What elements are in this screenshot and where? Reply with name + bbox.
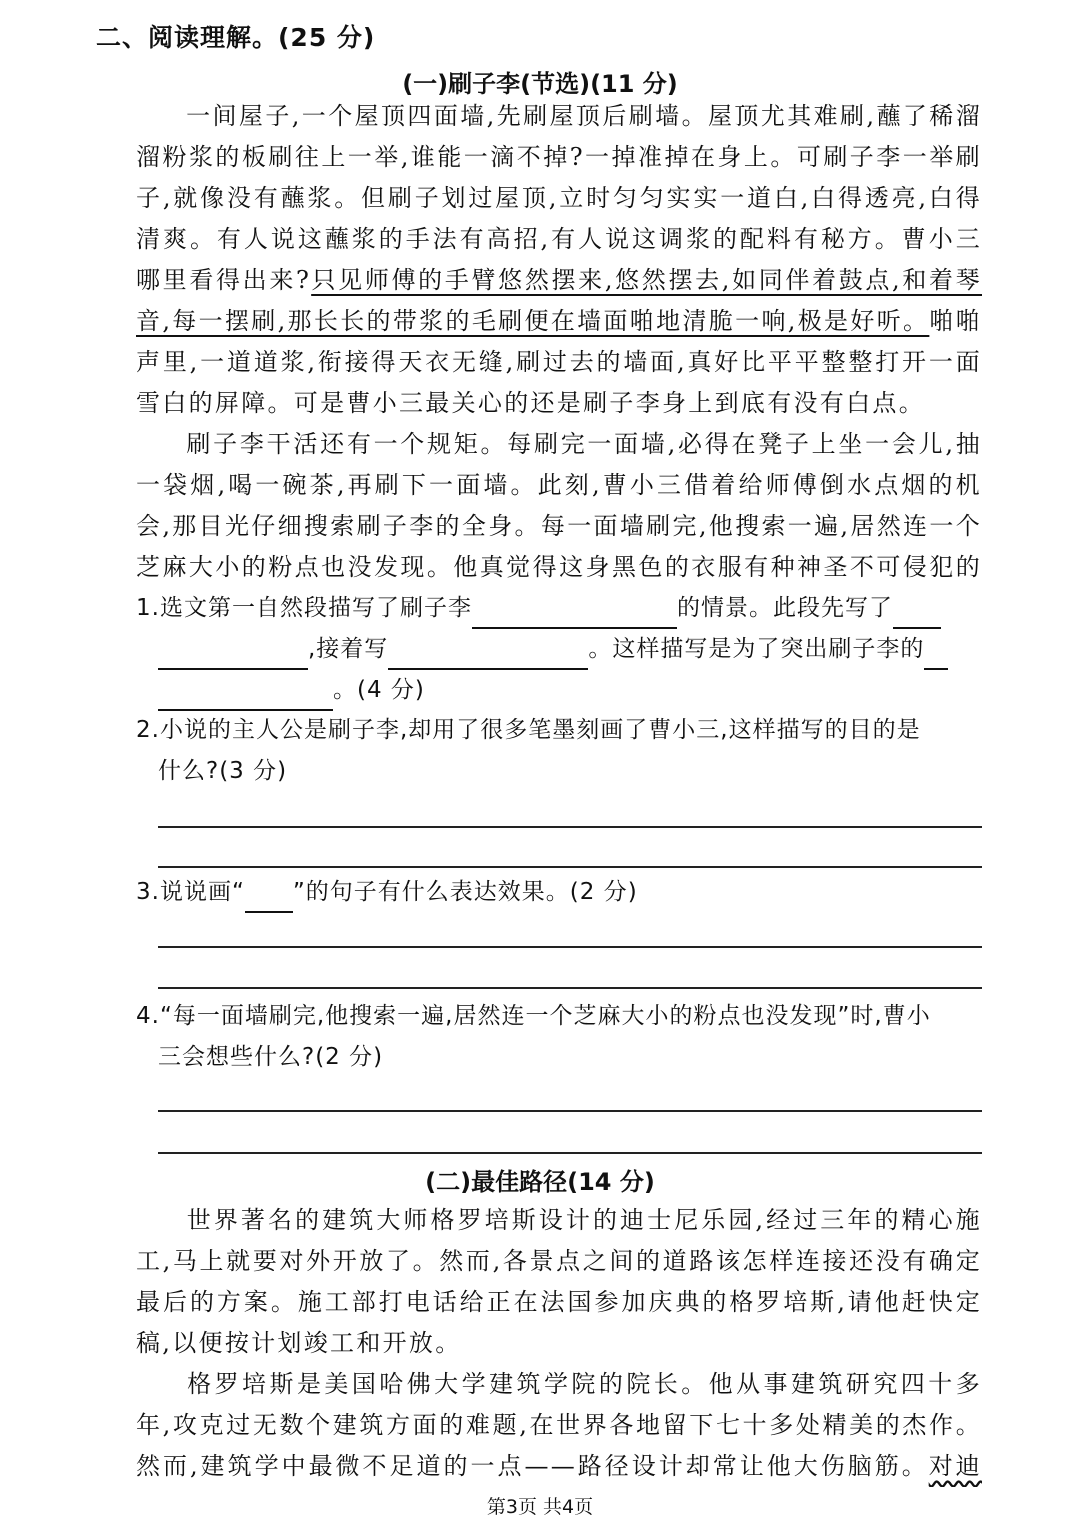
- q1-text-a: 1.选文第一自然段描写了刷子李: [136, 595, 472, 621]
- passage2-paragraph2: [136, 1364, 982, 1487]
- q3-text-a: 3.说说画“: [136, 879, 245, 905]
- q1-text-b: 的情景。此段先写了: [676, 595, 893, 621]
- q3-answer-line-2[interactable]: [158, 987, 982, 989]
- passage1-title: (一)刷子李(节选)(11 分): [402, 70, 678, 98]
- q1-blank-2a[interactable]: [893, 597, 941, 629]
- p2-text: 刷子李干活还有一个规矩。每刷完一面墙,必得在凳子上坐一会儿,抽一袋烟,喝一碗茶,再刷下一面墙。此刻,曹小三借着给师傅倒水点烟的机会,那目光仔细搜索刷子李的全身。每一面墙刷完,他搜索一遍,居然连一个芝麻大小的粉点也没发现。他真觉得这身黑色的衣服有种神圣不可侵犯的: [136, 430, 982, 581]
- q2-answer-line-1[interactable]: [158, 826, 982, 828]
- q1-blank-4b[interactable]: [158, 679, 333, 711]
- passage2-paragraph1: [136, 1200, 982, 1364]
- q3-underline-sample: [245, 881, 293, 913]
- p1-underlined-sentence: 只见师傅的手臂悠然摆来,悠然摆去,如同伴着鼓点,和着琴音,每一摆刷,那长长的带浆的毛刷便在墙面啪地清脆一响,极是好听。: [136, 266, 982, 335]
- q2-line1: 2.小说的主人公是刷子李,却用了很多笔墨刻画了曹小三,这样描写的目的是: [136, 717, 921, 743]
- section-title: 二、阅读理解。(25 分): [96, 23, 376, 52]
- passage2-title: (二)最佳路径(14 分): [425, 1168, 655, 1196]
- q1-blank-1[interactable]: [472, 597, 677, 629]
- q3-answer-line-1[interactable]: [158, 946, 982, 948]
- q1-text-d: 。这样描写是为了突出刷子李的: [588, 636, 925, 662]
- page-footer: 第3页 共4页: [486, 1496, 594, 1518]
- question-3: [136, 872, 982, 913]
- passage1-paragraph2: [136, 424, 982, 588]
- q1-blank-4a[interactable]: [924, 638, 948, 670]
- p1-text-before: 一间屋子,一个屋顶四面墙,先刷屋顶后刷墙。屋顶尤其难刷,蘸了稀溜溜粉浆的板刷往上一举,谁能一滴不掉?一掉准掉在身上。可刷子李一举刷子,就像没有蘸浆。但刷子划过屋顶,立时匀匀实实一道白,白得透亮,白得清爽。有人说这蘸浆的手法有高招,有人说这调浆的配料有秘方。曹小三哪里看得出来?: [136, 102, 982, 294]
- p1-text-after: 啪啪声里,一道道浆,衔接得天衣无缝,刷过去的墙面,真好比平平整整打开一面雪白的屏障。可是曹小三最关心的还是刷子李身上到底有没有白点。: [136, 307, 982, 417]
- q3-text-b: ”的句子有什么表达效果。(2 分): [292, 879, 638, 905]
- question-4: [136, 996, 982, 1078]
- question-1: [136, 588, 982, 711]
- q1-text-e: 。(4 分): [333, 677, 425, 703]
- passage2-p2-text: 格罗培斯是美国哈佛大学建筑学院的院长。他从事建筑研究四十多年,攻克过无数个建筑方面的难题,在世界各地留下七十多处精美的杰作。然而,建筑学中最微不足道的一点——路径设计却常让他大伤脑筋。: [136, 1370, 982, 1480]
- q4-line1: 4.“每一面墙刷完,他搜索一遍,居然连一个芝麻大小的粉点也没发现”时,曹小: [136, 1003, 931, 1029]
- q1-blank-3[interactable]: [388, 638, 588, 670]
- q1-text-c: ,接着写: [308, 636, 389, 662]
- passage1-paragraph1: [136, 96, 982, 424]
- passage2-p1-text: 世界著名的建筑大师格罗培斯设计的迪士尼乐园,经过三年的精心施工,马上就要对外开放了。然而,各景点之间的道路该怎样连接还没有确定最后的方案。施工部打电话给正在法国参加庆典的格罗培斯,请他赶快定稿,以便按计划竣工和开放。: [136, 1206, 982, 1357]
- q2-line2: 什么?(3 分): [158, 758, 288, 784]
- q2-answer-line-2[interactable]: [158, 866, 982, 868]
- passage2-wavy-text: 对迪: [928, 1452, 982, 1480]
- q1-blank-2b[interactable]: [158, 638, 308, 670]
- q4-answer-line-1[interactable]: [158, 1110, 982, 1112]
- question-2: [136, 710, 982, 792]
- q4-answer-line-2[interactable]: [158, 1152, 982, 1154]
- q4-line2: 三会想些什么?(2 分): [158, 1044, 384, 1070]
